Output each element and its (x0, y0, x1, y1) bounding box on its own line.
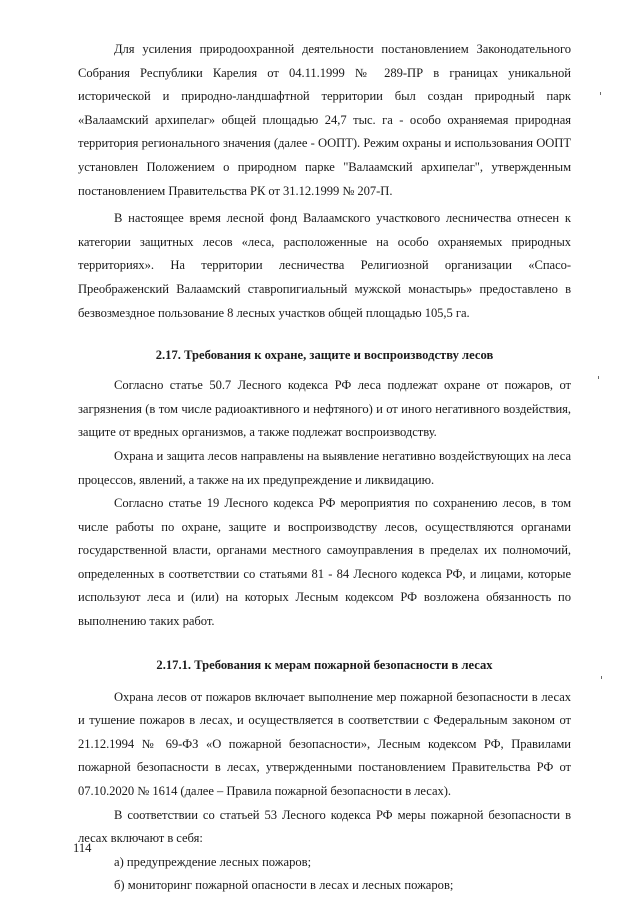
scan-speck (601, 676, 602, 679)
paragraph-article-50-7: Согласно статье 50.7 Лесного кодекса РФ леса подлежат охране от пожаров, от загрязнения (в том числе радиоактивного и нефтяного) и от иного негативного воздействия, защите от вредных организмов, а также подлежат воспроизводству. (78, 378, 571, 440)
paragraph-article-19: Согласно статье 19 Лесного кодекса РФ мероприятия по сохранению лесов, в том числе работы по охране, защите и воспроизводству лесов, осуществляются органами государственной власти, органами местного самоуправления в пределах их полномочий, определенных в соответствии со статьями 81 - 84 Лесного кодекса РФ, и лицами, которые используют леса и (или) на которых Лесным кодексом РФ возложена обязанность по выполнению таких работ. (78, 496, 571, 629)
paragraph-nature-park: Для усиления природоохранной деятельности постановлением Законодательного Собрания Республики Карелия от 04.11.1999 № 289-ПР в границах уникальной исторической и природно-ландшафтной территории был создан природный парк «Валаамский архипелаг» общей площадью 24,7 тыс. га - особо охраняемая природная территория регионального значения (далее - ООПТ). Режим охраны и использования ООПТ установлен Положением о природном парке "Валаамский архипелаг", утвержденным постановлением Правительства РК от 31.12.1999 № 207-П. (78, 42, 571, 198)
section-heading-2-17-1: 2.17.1. Требования к мерам пожарной безопасности в лесах (156, 657, 493, 672)
paragraph-article-53: В соответствии со статьей 53 Лесного кодекса РФ меры пожарной безопасности в лесах включают в себя: (78, 807, 571, 846)
paragraph-protection-aims: Охрана и защита лесов направлены на выявление негативно воздействующих на леса процессов, явлений, а также на их предупреждение и ликвидацию. (78, 448, 571, 487)
page-number: 114 (73, 841, 92, 855)
list-item: а) предупреждение лесных пожаров; (114, 854, 312, 869)
scan-speck (598, 376, 599, 379)
section-heading-2-17: 2.17. Требования к охране, защите и воспроизводству лесов (155, 348, 494, 363)
scan-speck (600, 92, 601, 95)
paragraph-forest-fund: В настоящее время лесной фонд Валаамского участкового лесничества отнесен к категории защитных лесов «леса, расположенные на особо охраняемых природных территориях». На территории лесничества Религиозной организации «Спасо-Преображенский Валаамский ставропигиальный мужской монастырь» предоставлено в безвозмездное пользование 8 лесных участков общей площадью 105,5 га. (78, 211, 571, 320)
list-item: б) мониторинг пожарной опасности в лесах и лесных пожаров; (114, 878, 454, 893)
page-body (78, 38, 571, 898)
paragraph-fire-protection: Охрана лесов от пожаров включает выполнение мер пожарной безопасности в лесах и тушение пожаров в лесах, и осуществляется в соответствии с Федеральным законом от 21.12.1994 № 69-ФЗ «О пожарной безопасности», Лесным кодексом РФ, Правилами пожарной безопасности в лесах, утвержденными постановлением Правительства РФ от 07.10.2020 № 1614 (далее – Правила пожарной безопасности в лесах). (78, 689, 571, 799)
